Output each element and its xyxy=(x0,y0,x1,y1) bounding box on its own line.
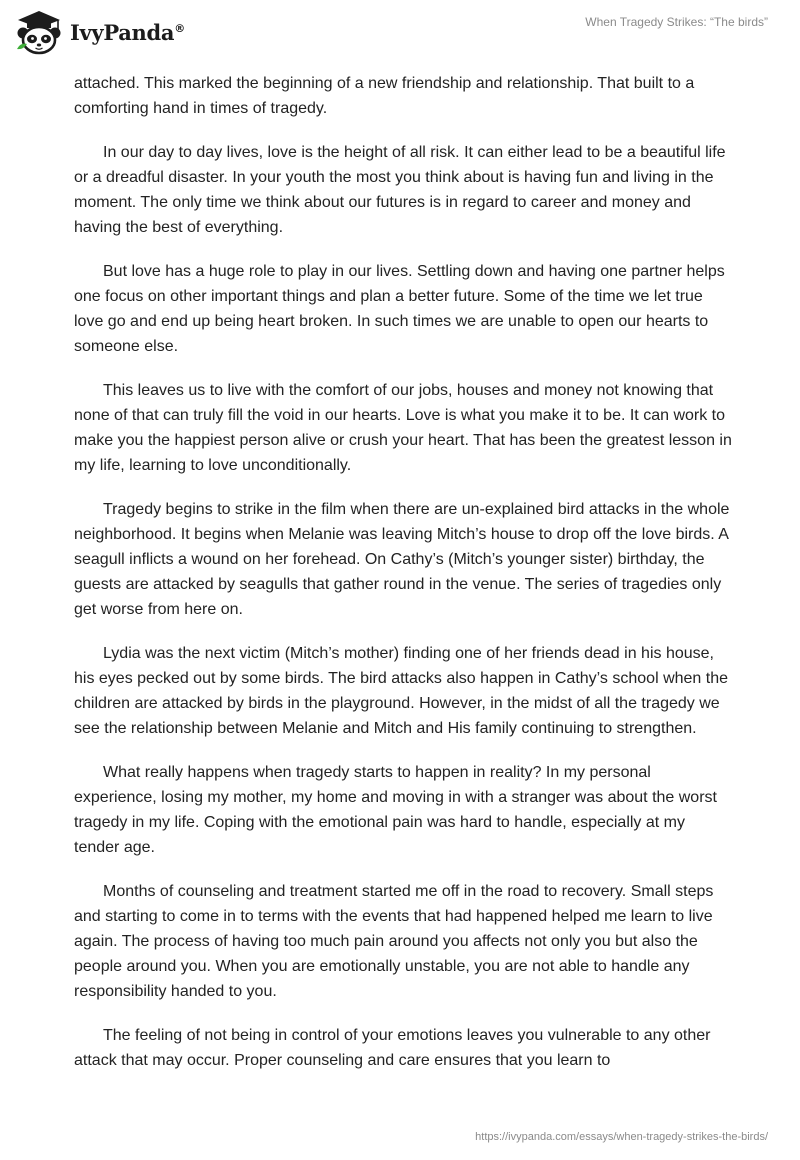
brand-name: IvyPanda® xyxy=(70,19,185,45)
paragraph: This leaves us to live with the comfort of our jobs, houses and money not knowing that none of that can truly fill the void in our hearts. Love is what you make it to be. It can work to make you the happiest person alive or crush your heart. That has been the greatest lesson in my life, learning to love unconditionally. xyxy=(74,382,732,474)
paragraph: In our day to day lives, love is the height of all risk. It can either lead to be a beautiful life or a dreadful disaster. In your youth the most you think about is having fun and living in the moment. The only time we think about our futures is in regard to career and money and having the best of everything. xyxy=(74,144,726,236)
paragraph: The feeling of not being in control of your emotions leaves you vulnerable to any other attack that may occur. Proper counseling and care ensures that you learn to xyxy=(74,1027,711,1069)
source-url[interactable]: https://ivypanda.com/essays/when-tragedy-strikes-the-birds/ xyxy=(475,1131,768,1143)
paragraph: Tragedy begins to strike in the film when there are un-explained bird attacks in the whole neighborhood. It begins when Melanie was leaving Mitch’s house to drop off the love birds. A seagull inflicts a wound on her forehead. On Cathy’s (Mitch’s younger sister) birthday, the guests are attacked by seagulls that gather round in the venue. The series of tragedies only get worse from here on. xyxy=(74,501,730,618)
ivypanda-logo[interactable] xyxy=(14,9,185,55)
page-header xyxy=(0,0,800,64)
paragraph: Lydia was the next victim (Mitch’s mother) finding one of her friends dead in his house, his eyes pecked out by some birds. The bird attacks also happen in Cathy’s school when the children are attacked by birds in the playground. However, in the midst of all the tragedy we see the relationship between Melanie and Mitch and His family continuing to strengthen. xyxy=(74,645,729,737)
running-title: When Tragedy Strikes: “The birds” xyxy=(585,15,768,29)
essay-body xyxy=(74,71,734,1092)
paragraph: Months of counseling and treatment started me off in the road to recovery. Small steps and starting to come in to terms with the events that had happened helped me learn to live again. The process of having too much pain around you affects not only you but also the people around you. When you are emotionally unstable, you are not able to handle any responsibility handed to you. xyxy=(74,883,714,1000)
panda-graduate-icon xyxy=(14,9,64,55)
paragraph: attached. This marked the beginning of a new friendship and relationship. That built to a comforting hand in times of tragedy. xyxy=(74,75,695,117)
registered-mark: ® xyxy=(174,21,185,35)
paragraph: What really happens when tragedy starts to happen in reality? In my personal experience, losing my mother, my home and moving in with a stranger was about the worst tragedy in my life. Coping with the emotional pain was hard to handle, especially at my tender age. xyxy=(74,764,717,856)
paragraph: But love has a huge role to play in our lives. Settling down and having one partner helps one focus on other important things and plan a better future. Some of the time we let true love go and end up being heart broken. In such times we are unable to open our hearts to someone else. xyxy=(74,263,725,355)
